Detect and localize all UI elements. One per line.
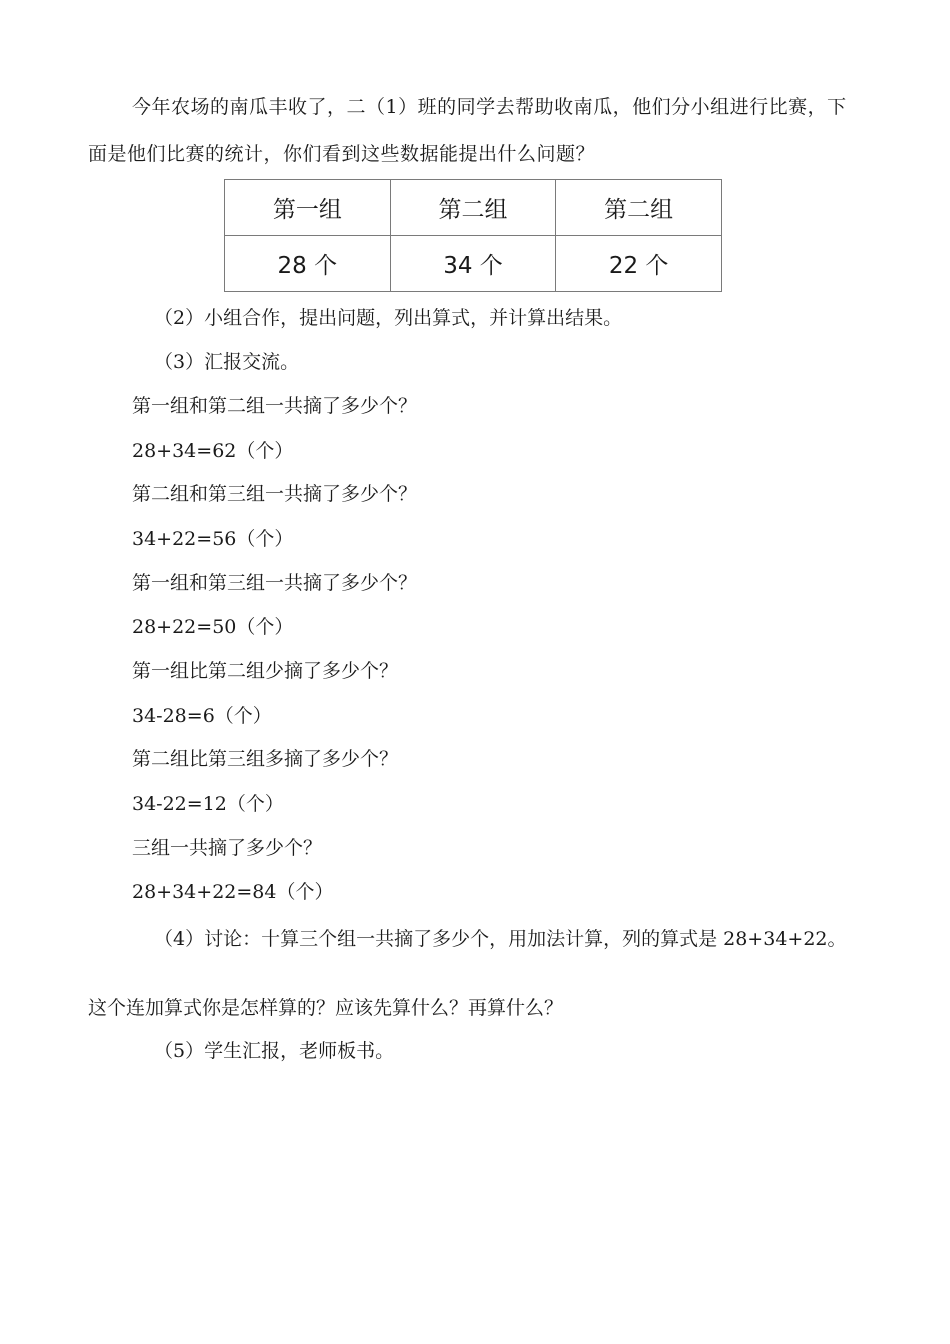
question-3: 第一组和第三组一共摘了多少个？: [132, 572, 418, 594]
harvest-table: [224, 179, 722, 292]
table-header-row: [225, 180, 722, 236]
answer-5: 34-22=12（个）: [132, 793, 284, 815]
answer-4: 34-28=6（个）: [132, 705, 272, 727]
question-2: 第二组和第三组一共摘了多少个？: [132, 483, 418, 505]
answer-2: 34+22=56（个）: [132, 528, 294, 550]
question-5: 第二组比第三组多摘了多少个？: [132, 748, 399, 770]
answer-3: 28+22=50（个）: [132, 616, 294, 638]
intro-paragraph: 今年农场的南瓜丰收了，二（1）班的同学去帮助收南瓜，他们分小组进行比赛，下面是他们比赛的统计，你们看到这些数据能提出什么问题？: [88, 96, 847, 165]
table-header-cell: 第二组: [390, 180, 556, 236]
question-1: 第一组和第二组一共摘了多少个？: [132, 395, 418, 417]
table-cell: 34 个: [390, 236, 556, 292]
answer-6: 28+34+22=84（个）: [132, 881, 334, 903]
question-6: 三组一共摘了多少个？: [132, 837, 323, 859]
table-cell: 22 个: [556, 236, 722, 292]
answer-1: 28+34=62（个）: [132, 440, 294, 462]
step-2-text: （2）小组合作，提出问题，列出算式，并计算出结果。: [154, 307, 623, 329]
table-row: [225, 236, 722, 292]
table-cell: 28 个: [225, 236, 391, 292]
step-4-followup: 这个连加算式你是怎样算的？应该先算什么？再算什么？: [88, 997, 564, 1019]
question-4: 第一组比第二组少摘了多少个？: [132, 660, 399, 682]
step-5-text: （5）学生汇报，老师板书。: [154, 1040, 395, 1062]
table-header-cell: 第一组: [225, 180, 391, 236]
table-header-cell: 第二组: [556, 180, 722, 236]
step-4-text: （4）讨论：十算三个组一共摘了多少个，用加法计算，列的算式是 28+34+22。: [154, 928, 847, 950]
step-3-text: （3）汇报交流。: [154, 351, 300, 373]
